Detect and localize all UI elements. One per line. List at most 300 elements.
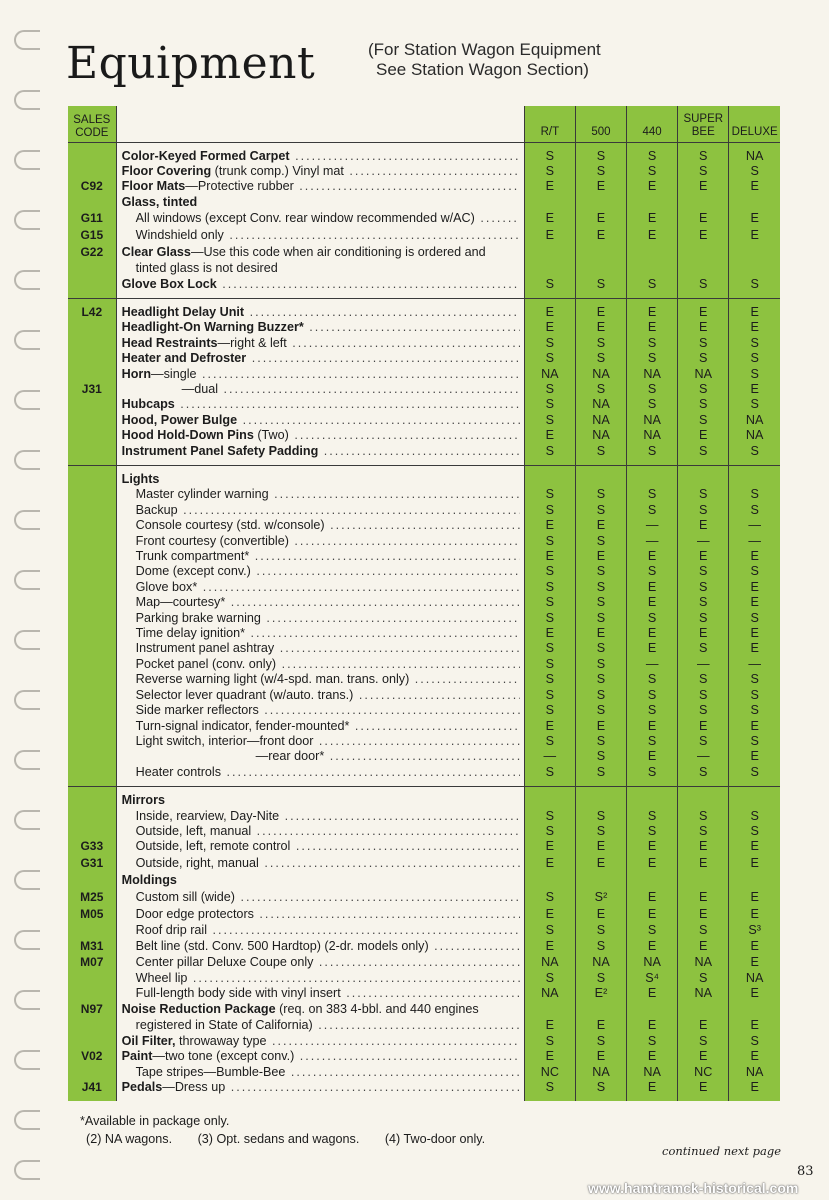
availability-cell: E xyxy=(729,955,780,970)
availability-cell: S xyxy=(678,487,729,502)
item-cell xyxy=(116,641,524,656)
availability-cell: S xyxy=(627,923,678,938)
item-cell xyxy=(116,971,524,986)
binder-ring xyxy=(14,390,40,410)
availability-cell: NA xyxy=(678,955,729,970)
availability-cell: S xyxy=(524,487,575,502)
availability-cell: S xyxy=(524,336,575,351)
availability-cell: S xyxy=(729,487,780,502)
availability-cell: E xyxy=(729,179,780,194)
item-name: Reverse warning light (w/4-spd. man. trans. only) xyxy=(135,672,410,687)
availability-cell: E xyxy=(678,938,729,955)
item-name: Instrument Panel Safety Padding xyxy=(121,443,319,458)
model-header-440: 440 xyxy=(627,106,678,142)
item-detail: throwaway type xyxy=(175,1033,267,1048)
item-name: Center pillar Deluxe Coupe only xyxy=(135,955,314,970)
availability-cell: S xyxy=(627,765,678,787)
item-name: Mirrors xyxy=(121,793,166,808)
item-label xyxy=(122,503,520,518)
table-row xyxy=(68,688,780,703)
sales-code-cell: G11 xyxy=(68,210,116,227)
sales-code-cell xyxy=(68,534,116,549)
availability-cell: S xyxy=(678,971,729,986)
availability-cell: S xyxy=(524,734,575,749)
availability-cell: E xyxy=(729,549,780,564)
item-label xyxy=(122,227,520,244)
availability-cell: S xyxy=(627,351,678,366)
equipment-table xyxy=(68,106,780,1101)
table-row xyxy=(68,641,780,656)
availability-cell: E xyxy=(575,320,626,335)
page-number: 83 xyxy=(797,1164,814,1179)
availability-cell: E xyxy=(627,1049,678,1064)
table-row xyxy=(68,320,780,335)
availability-cell: NA xyxy=(575,413,626,428)
sales-code-cell: G33 xyxy=(68,839,116,854)
availability-cell: E xyxy=(627,938,678,955)
availability-cell xyxy=(627,1001,678,1018)
table-row xyxy=(68,580,780,595)
sales-code-cell: M31 xyxy=(68,938,116,955)
sales-code-cell xyxy=(68,518,116,533)
availability-cell: S xyxy=(524,564,575,579)
item-label xyxy=(122,793,520,808)
item-cell xyxy=(116,1018,524,1033)
sales-code-cell xyxy=(68,787,116,809)
sales-code-cell xyxy=(68,734,116,749)
item-cell xyxy=(116,938,524,955)
availability-cell: — xyxy=(729,518,780,533)
availability-cell xyxy=(524,1001,575,1018)
item-name: Door edge protectors xyxy=(135,906,254,921)
availability-cell: E xyxy=(627,227,678,244)
sales-code-cell xyxy=(68,703,116,718)
item-label xyxy=(122,210,520,227)
item-cell xyxy=(116,787,524,809)
item-label xyxy=(122,472,520,487)
sales-code-cell xyxy=(68,142,116,164)
model-header-deluxe: DELUXE xyxy=(729,106,780,142)
item-label xyxy=(122,1018,520,1033)
sales-code-cell xyxy=(68,367,116,382)
availability-cell: E xyxy=(524,518,575,533)
footnote: (2) NA wagons. xyxy=(86,1132,173,1146)
sales-code-cell: G15 xyxy=(68,227,116,244)
availability-cell: E xyxy=(678,210,729,227)
item-cell xyxy=(116,809,524,824)
item-name: Wheel lip xyxy=(135,970,188,985)
item-cell xyxy=(116,580,524,595)
sales-code-cell xyxy=(68,824,116,839)
binder-ring xyxy=(14,690,40,710)
item-cell xyxy=(116,503,524,518)
table-row xyxy=(68,889,780,906)
availability-cell: E xyxy=(678,428,729,443)
page-title: Equipment xyxy=(66,38,316,89)
table-row xyxy=(68,1049,780,1064)
availability-cell: — xyxy=(729,657,780,672)
availability-cell: NA xyxy=(575,1065,626,1080)
availability-cell: S xyxy=(524,382,575,397)
item-label xyxy=(122,428,520,443)
table-row xyxy=(68,824,780,839)
availability-cell: S xyxy=(729,164,780,179)
table-row xyxy=(68,179,780,194)
item-name: Master cylinder warning xyxy=(135,487,269,502)
availability-cell: E xyxy=(627,906,678,923)
item-cell xyxy=(116,466,524,488)
availability-cell: S xyxy=(729,351,780,366)
header-text: SALES xyxy=(73,113,111,126)
item-label xyxy=(122,397,520,412)
item-cell xyxy=(116,244,524,261)
item-detail: (req. on 383 4-bbl. and 440 engines xyxy=(275,1002,479,1017)
availability-cell: E xyxy=(729,626,780,641)
availability-cell: E xyxy=(575,626,626,641)
availability-cell: S xyxy=(524,824,575,839)
item-cell xyxy=(116,824,524,839)
table-row xyxy=(68,227,780,244)
availability-cell: S xyxy=(627,824,678,839)
availability-cell: S xyxy=(729,277,780,299)
availability-cell: S xyxy=(678,611,729,626)
table-row xyxy=(68,719,780,734)
availability-cell: E xyxy=(575,549,626,564)
availability-cell: E xyxy=(729,1080,780,1101)
availability-cell xyxy=(627,872,678,889)
item-label xyxy=(122,938,520,955)
table-row xyxy=(68,351,780,366)
binder-ring xyxy=(14,1050,40,1070)
availability-cell: S xyxy=(627,734,678,749)
item-name: Headlight Delay Unit xyxy=(121,304,245,319)
item-label xyxy=(122,672,520,687)
item-name: Lights xyxy=(121,472,160,486)
availability-cell: E xyxy=(627,595,678,610)
availability-cell: S xyxy=(524,641,575,656)
availability-cell: E xyxy=(575,518,626,533)
availability-cell: S xyxy=(627,672,678,687)
item-label xyxy=(122,595,520,610)
availability-cell: S xyxy=(627,444,678,466)
availability-cell: — xyxy=(678,534,729,549)
item-cell xyxy=(116,195,524,210)
watermark-text: www.hamtramck-historical.com xyxy=(588,1180,799,1196)
item-label xyxy=(122,1001,520,1018)
availability-cell: E xyxy=(678,719,729,734)
availability-cell: S xyxy=(524,444,575,466)
availability-cell: S xyxy=(575,503,626,518)
availability-cell xyxy=(575,261,626,276)
availability-cell: NA xyxy=(627,367,678,382)
availability-cell: — xyxy=(678,749,729,764)
sales-code-cell xyxy=(68,672,116,687)
table-row xyxy=(68,595,780,610)
item-cell xyxy=(116,367,524,382)
sales-code-cell xyxy=(68,923,116,938)
availability-cell: S xyxy=(729,336,780,351)
sales-code-cell xyxy=(68,657,116,672)
availability-cell: S xyxy=(524,809,575,824)
availability-cell: E xyxy=(524,549,575,564)
item-name: tinted glass is not desired xyxy=(135,261,278,276)
availability-cell: E xyxy=(729,227,780,244)
availability-cell: S xyxy=(575,351,626,366)
sales-code-cell: G31 xyxy=(68,855,116,872)
table-row xyxy=(68,487,780,502)
availability-cell: S xyxy=(678,397,729,412)
item-name: Trunk compartment* xyxy=(135,549,250,564)
item-name: Tape stripes—Bumble-Bee xyxy=(135,1064,286,1079)
availability-cell: S xyxy=(729,703,780,718)
availability-cell xyxy=(524,244,575,261)
sales-code-cell: N97 xyxy=(68,1001,116,1018)
item-cell xyxy=(116,261,524,276)
model-header-rt: R/T xyxy=(524,106,575,142)
availability-cell: S xyxy=(575,749,626,764)
availability-cell: S xyxy=(524,923,575,938)
availability-cell: S xyxy=(575,938,626,955)
table-row xyxy=(68,413,780,428)
availability-cell: S xyxy=(627,382,678,397)
sales-code-cell xyxy=(68,688,116,703)
availability-cell: — xyxy=(627,518,678,533)
availability-cell: E xyxy=(575,855,626,872)
table-row xyxy=(68,672,780,687)
sales-code-cell xyxy=(68,749,116,764)
table-row xyxy=(68,906,780,923)
item-cell xyxy=(116,518,524,533)
sales-code-cell: L42 xyxy=(68,298,116,320)
availability-cell: S xyxy=(678,923,729,938)
item-name: Custom sill (wide) xyxy=(135,889,235,904)
availability-cell: E xyxy=(627,320,678,335)
availability-cell: E xyxy=(575,298,626,320)
availability-cell: E xyxy=(729,298,780,320)
binder-ring xyxy=(14,1160,40,1180)
availability-cell xyxy=(524,872,575,889)
table-row xyxy=(68,955,780,970)
availability-cell: E xyxy=(678,855,729,872)
availability-cell: S xyxy=(575,444,626,466)
availability-cell: E xyxy=(678,1049,729,1064)
sales-code-cell xyxy=(68,351,116,366)
table-row xyxy=(68,336,780,351)
availability-cell: S xyxy=(575,1080,626,1101)
availability-cell: E xyxy=(678,179,729,194)
item-label xyxy=(122,923,520,938)
item-cell xyxy=(116,657,524,672)
availability-cell: S xyxy=(575,809,626,824)
sales-code-cell xyxy=(68,765,116,787)
availability-cell: E xyxy=(678,889,729,906)
item-label xyxy=(122,534,520,549)
table-row xyxy=(68,518,780,533)
availability-cell: NA xyxy=(524,986,575,1001)
binder-ring xyxy=(14,1110,40,1130)
availability-cell: S xyxy=(678,164,729,179)
item-name: Backup xyxy=(135,502,178,517)
item-label xyxy=(122,487,520,502)
table-row xyxy=(68,1034,780,1049)
availability-cell: S xyxy=(627,397,678,412)
availability-cell: E xyxy=(678,518,729,533)
table-row xyxy=(68,428,780,443)
availability-cell: NA xyxy=(627,413,678,428)
table-row xyxy=(68,839,780,854)
availability-cell: S xyxy=(575,487,626,502)
availability-cell: NA xyxy=(729,413,780,428)
sales-code-cell: V02 xyxy=(68,1049,116,1064)
item-name: Pocket panel (conv. only) xyxy=(135,656,277,671)
availability-cell xyxy=(678,1001,729,1018)
availability-cell xyxy=(678,195,729,210)
availability-cell: S xyxy=(729,672,780,687)
sales-code-cell xyxy=(68,611,116,626)
item-label xyxy=(122,179,520,194)
availability-cell: E xyxy=(627,855,678,872)
availability-cell: S xyxy=(627,688,678,703)
model-header-super-bee: SUPER BEE xyxy=(678,106,729,142)
item-name: Roof drip rail xyxy=(135,922,208,937)
item-cell xyxy=(116,889,524,906)
availability-cell: E xyxy=(729,210,780,227)
footnote-line xyxy=(80,1130,507,1148)
item-label xyxy=(122,244,520,261)
availability-cell: S xyxy=(524,580,575,595)
availability-cell: S xyxy=(627,503,678,518)
item-label xyxy=(122,641,520,656)
availability-cell: S xyxy=(524,142,575,164)
item-cell xyxy=(116,672,524,687)
availability-cell: S xyxy=(729,734,780,749)
item-detail: —right & left xyxy=(217,335,287,350)
item-name: registered in State of California) xyxy=(135,1018,313,1033)
item-cell xyxy=(116,413,524,428)
item-detail: —single xyxy=(151,366,197,381)
availability-cell: E xyxy=(729,719,780,734)
sales-code-cell: M25 xyxy=(68,889,116,906)
item-label xyxy=(122,955,520,970)
availability-cell: S xyxy=(575,336,626,351)
item-label xyxy=(122,688,520,703)
table-row xyxy=(68,549,780,564)
availability-cell xyxy=(575,872,626,889)
item-name: Moldings xyxy=(121,872,177,887)
availability-cell: S xyxy=(524,971,575,986)
table-row xyxy=(68,611,780,626)
sales-code-cell xyxy=(68,466,116,488)
availability-cell: NA xyxy=(729,971,780,986)
availability-cell: S xyxy=(678,580,729,595)
availability-cell: S xyxy=(524,351,575,366)
availability-cell: E xyxy=(627,1080,678,1101)
availability-cell: NA xyxy=(575,955,626,970)
item-label xyxy=(122,703,520,718)
item-name: Turn-signal indicator, fender-mounted* xyxy=(135,718,350,733)
sales-code-cell xyxy=(68,872,116,889)
availability-cell: NA xyxy=(729,428,780,443)
item-detail: —two tone (except conv.) xyxy=(152,1049,295,1064)
availability-cell: E xyxy=(627,549,678,564)
item-name: Glass, tinted xyxy=(121,194,198,209)
binder-ring xyxy=(14,30,40,50)
availability-cell: S xyxy=(627,336,678,351)
item-name: Side marker reflectors xyxy=(135,703,259,718)
item-cell xyxy=(116,986,524,1001)
table-row xyxy=(68,938,780,955)
availability-cell: S xyxy=(678,277,729,299)
availability-cell: S xyxy=(524,611,575,626)
item-name: Windshield only xyxy=(135,228,224,243)
availability-cell: S xyxy=(524,889,575,906)
sales-code-cell xyxy=(68,195,116,210)
availability-cell: S xyxy=(678,734,729,749)
availability-cell: E xyxy=(524,719,575,734)
table-row xyxy=(68,298,780,320)
availability-cell xyxy=(627,466,678,488)
availability-cell: E xyxy=(729,382,780,397)
availability-cell: E xyxy=(729,889,780,906)
item-name: Outside, left, manual xyxy=(135,823,252,838)
availability-cell: E xyxy=(524,855,575,872)
table-row xyxy=(68,244,780,261)
item-detail: —Use this code when air conditioning is ordered and xyxy=(190,245,486,260)
availability-cell: S xyxy=(575,277,626,299)
item-label xyxy=(122,444,520,459)
availability-cell: S xyxy=(524,595,575,610)
availability-cell: — xyxy=(729,534,780,549)
availability-cell: E xyxy=(678,626,729,641)
availability-cell: S xyxy=(678,413,729,428)
availability-cell: E xyxy=(729,320,780,335)
item-cell xyxy=(116,227,524,244)
table-row xyxy=(68,787,780,809)
item-cell xyxy=(116,1034,524,1049)
binder-ring xyxy=(14,450,40,470)
availability-cell xyxy=(575,787,626,809)
table-row xyxy=(68,382,780,397)
availability-cell: S xyxy=(575,142,626,164)
sales-code-cell: M07 xyxy=(68,955,116,970)
availability-cell: E xyxy=(627,719,678,734)
table-row xyxy=(68,703,780,718)
availability-cell: S xyxy=(627,703,678,718)
availability-cell: S xyxy=(678,595,729,610)
item-cell xyxy=(116,298,524,320)
availability-cell: S xyxy=(678,765,729,787)
availability-cell: E xyxy=(729,749,780,764)
sales-code-cell xyxy=(68,1034,116,1049)
item-label xyxy=(122,1065,520,1080)
availability-cell xyxy=(678,261,729,276)
item-cell xyxy=(116,320,524,335)
item-label xyxy=(122,809,520,824)
item-label xyxy=(122,367,520,382)
availability-cell: E xyxy=(575,1049,626,1064)
item-label xyxy=(122,320,520,335)
sales-code-cell xyxy=(68,641,116,656)
availability-cell: NA xyxy=(575,367,626,382)
availability-cell xyxy=(729,261,780,276)
availability-cell: S xyxy=(575,824,626,839)
page-subtitle xyxy=(368,40,601,80)
item-name: Instrument panel ashtray xyxy=(135,641,275,656)
availability-cell: E xyxy=(575,210,626,227)
availability-cell xyxy=(575,1001,626,1018)
availability-cell: S⁴ xyxy=(627,971,678,986)
availability-cell: S xyxy=(678,824,729,839)
